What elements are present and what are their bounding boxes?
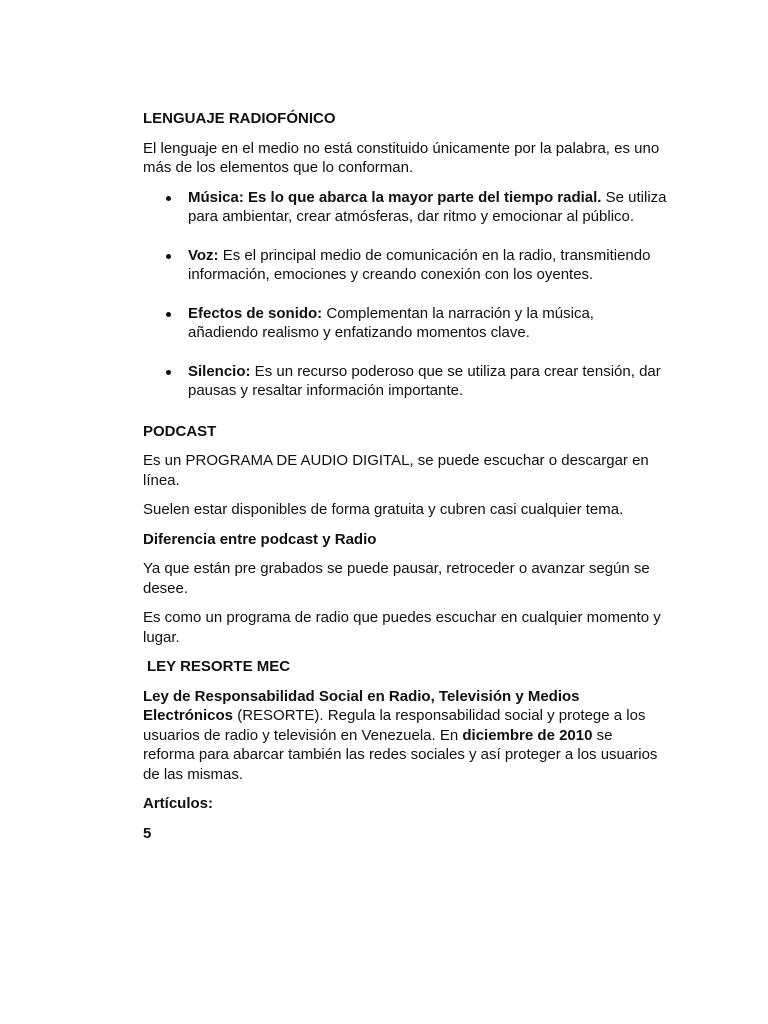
law-name: Ley de Responsabilidad Social en Radio, Televisión y Medios Electrónicos: [143, 687, 580, 724]
list-item-voz: [143, 246, 668, 285]
bullet-icon: [166, 370, 171, 375]
podcast-paragraph-4: Es como un programa de radio que puedes escuchar en cualquier momento y lugar.: [143, 609, 661, 646]
section-title-resorte: LEY RESORTE MEC: [147, 658, 291, 675]
bullet-icon: [166, 254, 171, 259]
law-text-b: se reforma para abarcar también las redes sociales y así proteger a los usuarios de las mismas.: [143, 726, 658, 783]
law-text-a: (RESORTE). Regula la responsabilidad social y protege a los usuarios de radio y televisión en Venezuela. En: [143, 707, 646, 744]
list-item-text: Complementan la narración y la música, añadiendo realismo y enfatizando momentos clave.: [188, 304, 594, 341]
article-number: 5: [143, 824, 152, 842]
elements-list: [143, 188, 668, 401]
bullet-icon: [166, 196, 171, 201]
intro-paragraph: El lenguaje en el medio no está constituido únicamente por la palabra, es uno más de los elementos que lo conforman.: [143, 139, 660, 176]
list-item-text: Es un recurso poderoso que se utiliza para crear tensión, dar pausas y resaltar información importante.: [188, 362, 661, 399]
podcast-paragraph-1: Es un PROGRAMA DE AUDIO DIGITAL, se puede escuchar o descargar en línea.: [143, 452, 649, 489]
law-date: diciembre de 2010: [462, 726, 593, 744]
list-item-silencio: [143, 362, 668, 401]
articles-label: Artículos:: [143, 795, 214, 812]
section-title-podcast: PODCAST: [143, 422, 217, 440]
document-page: [143, 109, 668, 853]
list-item-text: Se utiliza para ambientar, crear atmósferas, dar ritmo y emocionar al público.: [188, 188, 667, 225]
podcast-paragraph-2: Suelen estar disponibles de forma gratuita y cubren casi cualquier tema.: [143, 501, 624, 518]
resorte-paragraph: [143, 687, 668, 785]
list-item-term: Efectos de sonido:: [188, 304, 323, 322]
list-item-musica: [143, 188, 668, 227]
podcast-paragraph-3: Ya que están pre grabados se puede pausar, retroceder o avanzar según se desee.: [143, 560, 650, 597]
bullet-icon: [166, 312, 171, 317]
list-item-text: Es el principal medio de comunicación en la radio, transmitiendo información, emociones y creando conexión con los oyentes.: [188, 246, 651, 283]
list-item-term: Silencio:: [188, 362, 251, 380]
list-item-term: Voz:: [188, 246, 219, 264]
list-item-efectos: [143, 304, 668, 343]
list-item-term: Música: Es lo que abarca la mayor parte del tiempo radial.: [188, 188, 602, 206]
section-title-lenguaje: LENGUAJE RADIOFÓNICO: [143, 110, 336, 127]
podcast-subtitle: Diferencia entre podcast y Radio: [143, 530, 377, 548]
